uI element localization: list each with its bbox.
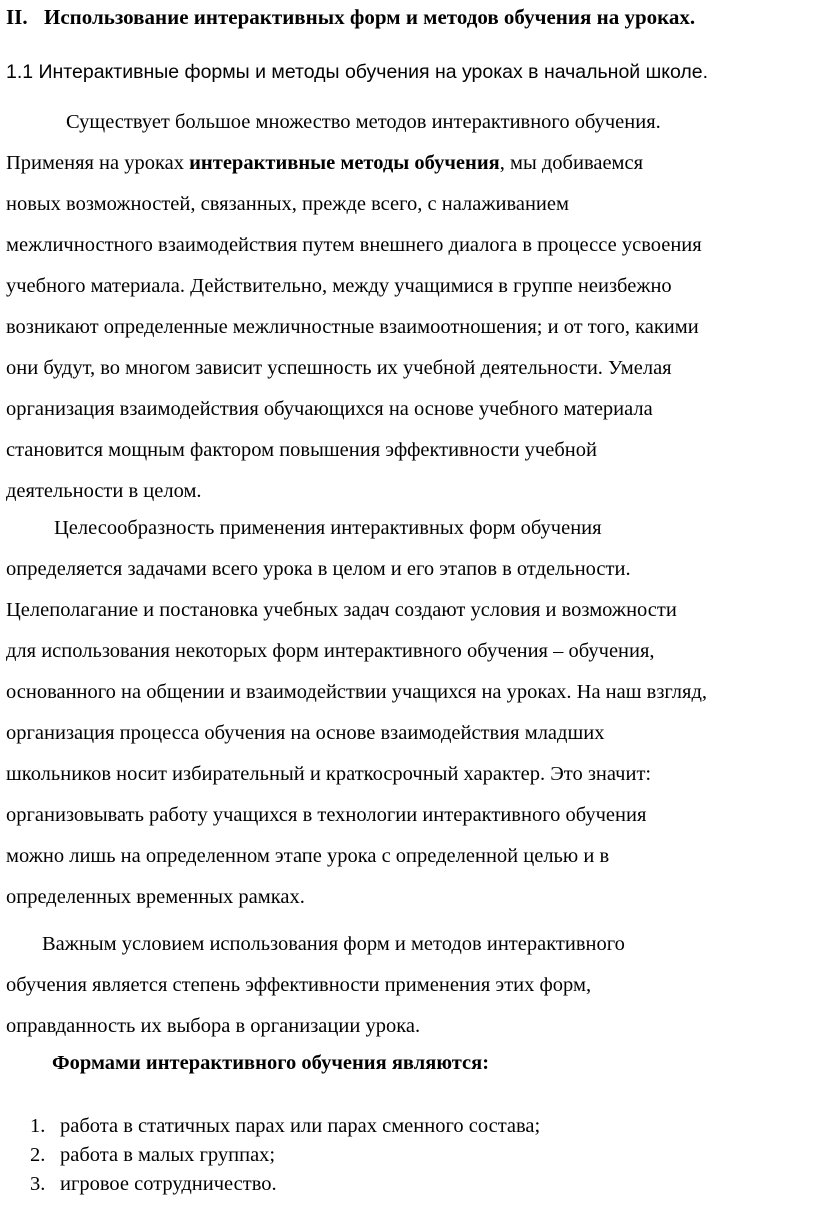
bold-term: интерактивные методы обучения xyxy=(189,152,500,174)
paragraph-line: Важным условием использования форм и методов интерактивного xyxy=(42,933,625,955)
paragraph-line: для использования некоторых форм интерактивного обучения – обучения, xyxy=(6,640,655,662)
list-item xyxy=(30,1112,540,1141)
text-run: , мы добиваемся xyxy=(499,152,644,174)
paragraph-line: новых возможностей, связанных, прежде всего, с налаживанием xyxy=(6,193,569,215)
list-item-number: 1. xyxy=(30,1115,46,1137)
list-item-number: 3. xyxy=(30,1173,46,1195)
paragraph-line: определенных временных рамках. xyxy=(6,886,305,908)
paragraph-line: обучения является степень эффективности применения этих форм, xyxy=(6,974,592,996)
text-run: Применяя на уроках xyxy=(6,152,190,174)
paragraph-line: становится мощным фактором повышения эффективности учебной xyxy=(6,439,597,461)
paragraph-line: деятельности в целом. xyxy=(6,480,202,502)
paragraph-condition xyxy=(6,924,814,1047)
paragraph-line: возникают определенные межличностные взаимоотношения; и от того, какими xyxy=(6,316,699,338)
list-item-number: 2. xyxy=(30,1144,46,1166)
section-heading xyxy=(6,4,695,30)
list-item-text: работа в статичных парах или парах сменного состава; xyxy=(60,1115,541,1137)
subsection-heading: 1.1 Интерактивные формы и методы обучения на уроках в начальной школе. xyxy=(6,61,709,83)
list-item-text: работа в малых группах; xyxy=(60,1144,276,1166)
paragraph-line: Существует большое множество методов интерактивного обучения. xyxy=(66,111,661,133)
paragraph-line: они будут, во многом зависит успешность их учебной деятельности. Умелая xyxy=(6,357,672,379)
paragraph-line: школьников носит избирательный и краткосрочный характер. Это значит: xyxy=(6,763,652,785)
list-item xyxy=(30,1170,540,1199)
paragraph-line: Целеполагание и постановка учебных задач создают условия и возможности xyxy=(6,599,677,621)
paragraph-line: основанного на общении и взаимодействии учащихся на уроках. На наш взгляд, xyxy=(6,681,708,703)
paragraph-line xyxy=(6,143,814,184)
paragraph-line: определяется задачами всего урока в целом и его этапов в отдельности. xyxy=(6,558,631,580)
list-item-text: игровое сотрудничество. xyxy=(60,1173,277,1195)
paragraph-line: учебного материала. Действительно, между учащимися в группе неизбежно xyxy=(6,275,672,297)
section-number: II. xyxy=(6,5,28,29)
paragraph-line: можно лишь на определенном этапе урока с определенной целью и в xyxy=(6,845,610,867)
paragraph-line: оправданность их выбора в организации урока. xyxy=(6,1015,421,1037)
paragraph-line: организация взаимодействия обучающихся на основе учебного материала xyxy=(6,398,653,420)
paragraph-line: организация процесса обучения на основе взаимодействия младших xyxy=(6,722,605,744)
section-title: Использование интерактивных форм и методов обучения на уроках. xyxy=(44,5,696,29)
forms-list xyxy=(30,1112,540,1199)
list-item xyxy=(30,1141,540,1170)
paragraph-line: Целесообразность применения интерактивных форм обучения xyxy=(54,517,602,539)
paragraph-line: межличностного взаимодействия путем внешнего диалога в процессе усвоения xyxy=(6,234,702,256)
forms-list-title: Формами интерактивного обучения являются: xyxy=(52,1052,490,1074)
paragraph-expediency xyxy=(6,508,814,918)
paragraph-methods xyxy=(6,102,814,512)
paragraph-line: организовывать работу учащихся в технологии интерактивного обучения xyxy=(6,804,647,826)
